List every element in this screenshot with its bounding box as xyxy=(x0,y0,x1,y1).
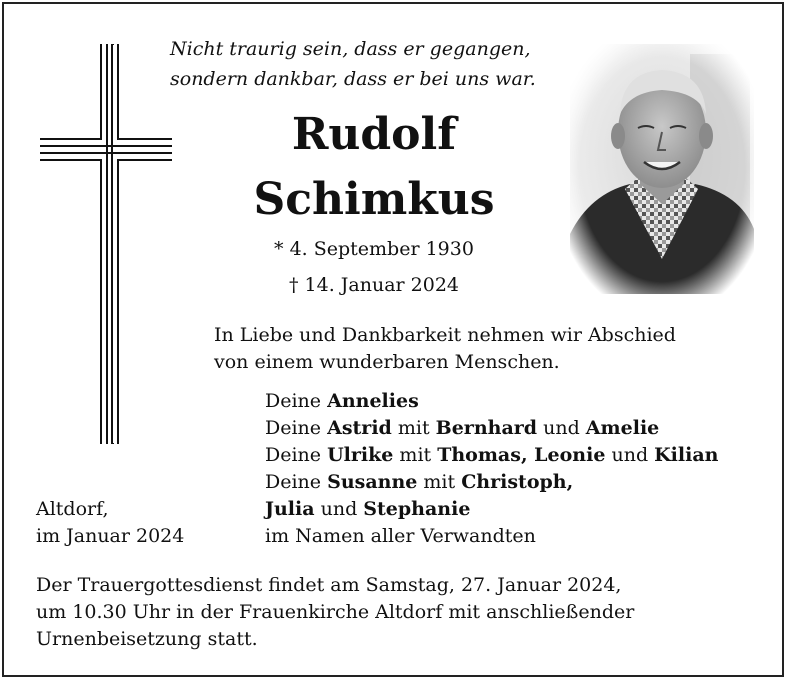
service-line-3: Urnenbeisetzung statt. xyxy=(36,628,258,650)
place-town: Altdorf, xyxy=(36,498,109,520)
mourners-list xyxy=(265,388,718,550)
place-date-text: im Januar 2024 xyxy=(36,525,185,547)
mourner-line xyxy=(265,496,718,523)
mourner-connector: mit xyxy=(399,444,432,466)
mourner-line xyxy=(265,442,718,469)
first-name: Rudolf xyxy=(291,109,457,160)
quote-line-1: Nicht traurig sein, dass er gegangen, xyxy=(170,38,531,60)
mourner-name: Susanne xyxy=(327,471,418,493)
farewell-text xyxy=(214,322,676,376)
birth-date: * 4. September 1930 xyxy=(274,238,474,260)
mourner-name: Annelies xyxy=(327,390,419,412)
farewell-line-1: In Liebe und Dankbarkeit nehmen wir Abschied xyxy=(214,324,676,346)
mourner-name: Thomas, Leonie xyxy=(437,444,606,466)
mourner-connector: mit xyxy=(423,471,456,493)
mourner-connector: und xyxy=(543,417,580,439)
mourner-name: Amelie xyxy=(585,417,660,439)
farewell-line-2: von einem wunderbaren Menschen. xyxy=(214,351,560,373)
mourner-name: Stephanie xyxy=(363,498,471,520)
mourner-line xyxy=(265,469,718,496)
mourner-connector: und xyxy=(611,444,649,466)
service-info xyxy=(36,572,634,653)
mourner-prefix: Deine xyxy=(265,390,322,412)
quote-line-2: sondern dankbar, dass er bei uns war. xyxy=(170,68,536,90)
mourner-name: Bernhard xyxy=(435,417,538,439)
mourner-prefix: Deine xyxy=(265,417,322,439)
relatives-line: im Namen aller Verwandten xyxy=(265,525,536,547)
mourner-connector: mit xyxy=(397,417,430,439)
service-line-1: Der Trauergottesdienst findet am Samstag, 27. Januar 2024, xyxy=(36,574,622,596)
portrait-photo xyxy=(570,44,754,294)
cross-icon xyxy=(36,42,186,452)
mourner-name: Christoph, xyxy=(461,471,574,493)
death-date: † 14. Januar 2024 xyxy=(288,274,460,296)
mourner-name: Astrid xyxy=(327,417,392,439)
quote xyxy=(170,34,536,94)
mourner-prefix: Deine xyxy=(265,444,322,466)
mourner-name: Ulrike xyxy=(327,444,394,466)
place-date xyxy=(36,496,184,550)
mourner-name: Julia xyxy=(265,498,315,520)
last-name: Schimkus xyxy=(253,174,495,225)
mourner-connector: und xyxy=(320,498,358,520)
service-line-2: um 10.30 Uhr in der Frauenkirche Altdorf mit anschließender xyxy=(36,601,635,623)
obituary-frame xyxy=(2,2,784,677)
mourner-line xyxy=(265,388,718,415)
mourner-name: Kilian xyxy=(654,444,719,466)
mourner-line xyxy=(265,415,718,442)
mourner-prefix: Deine xyxy=(265,471,322,493)
